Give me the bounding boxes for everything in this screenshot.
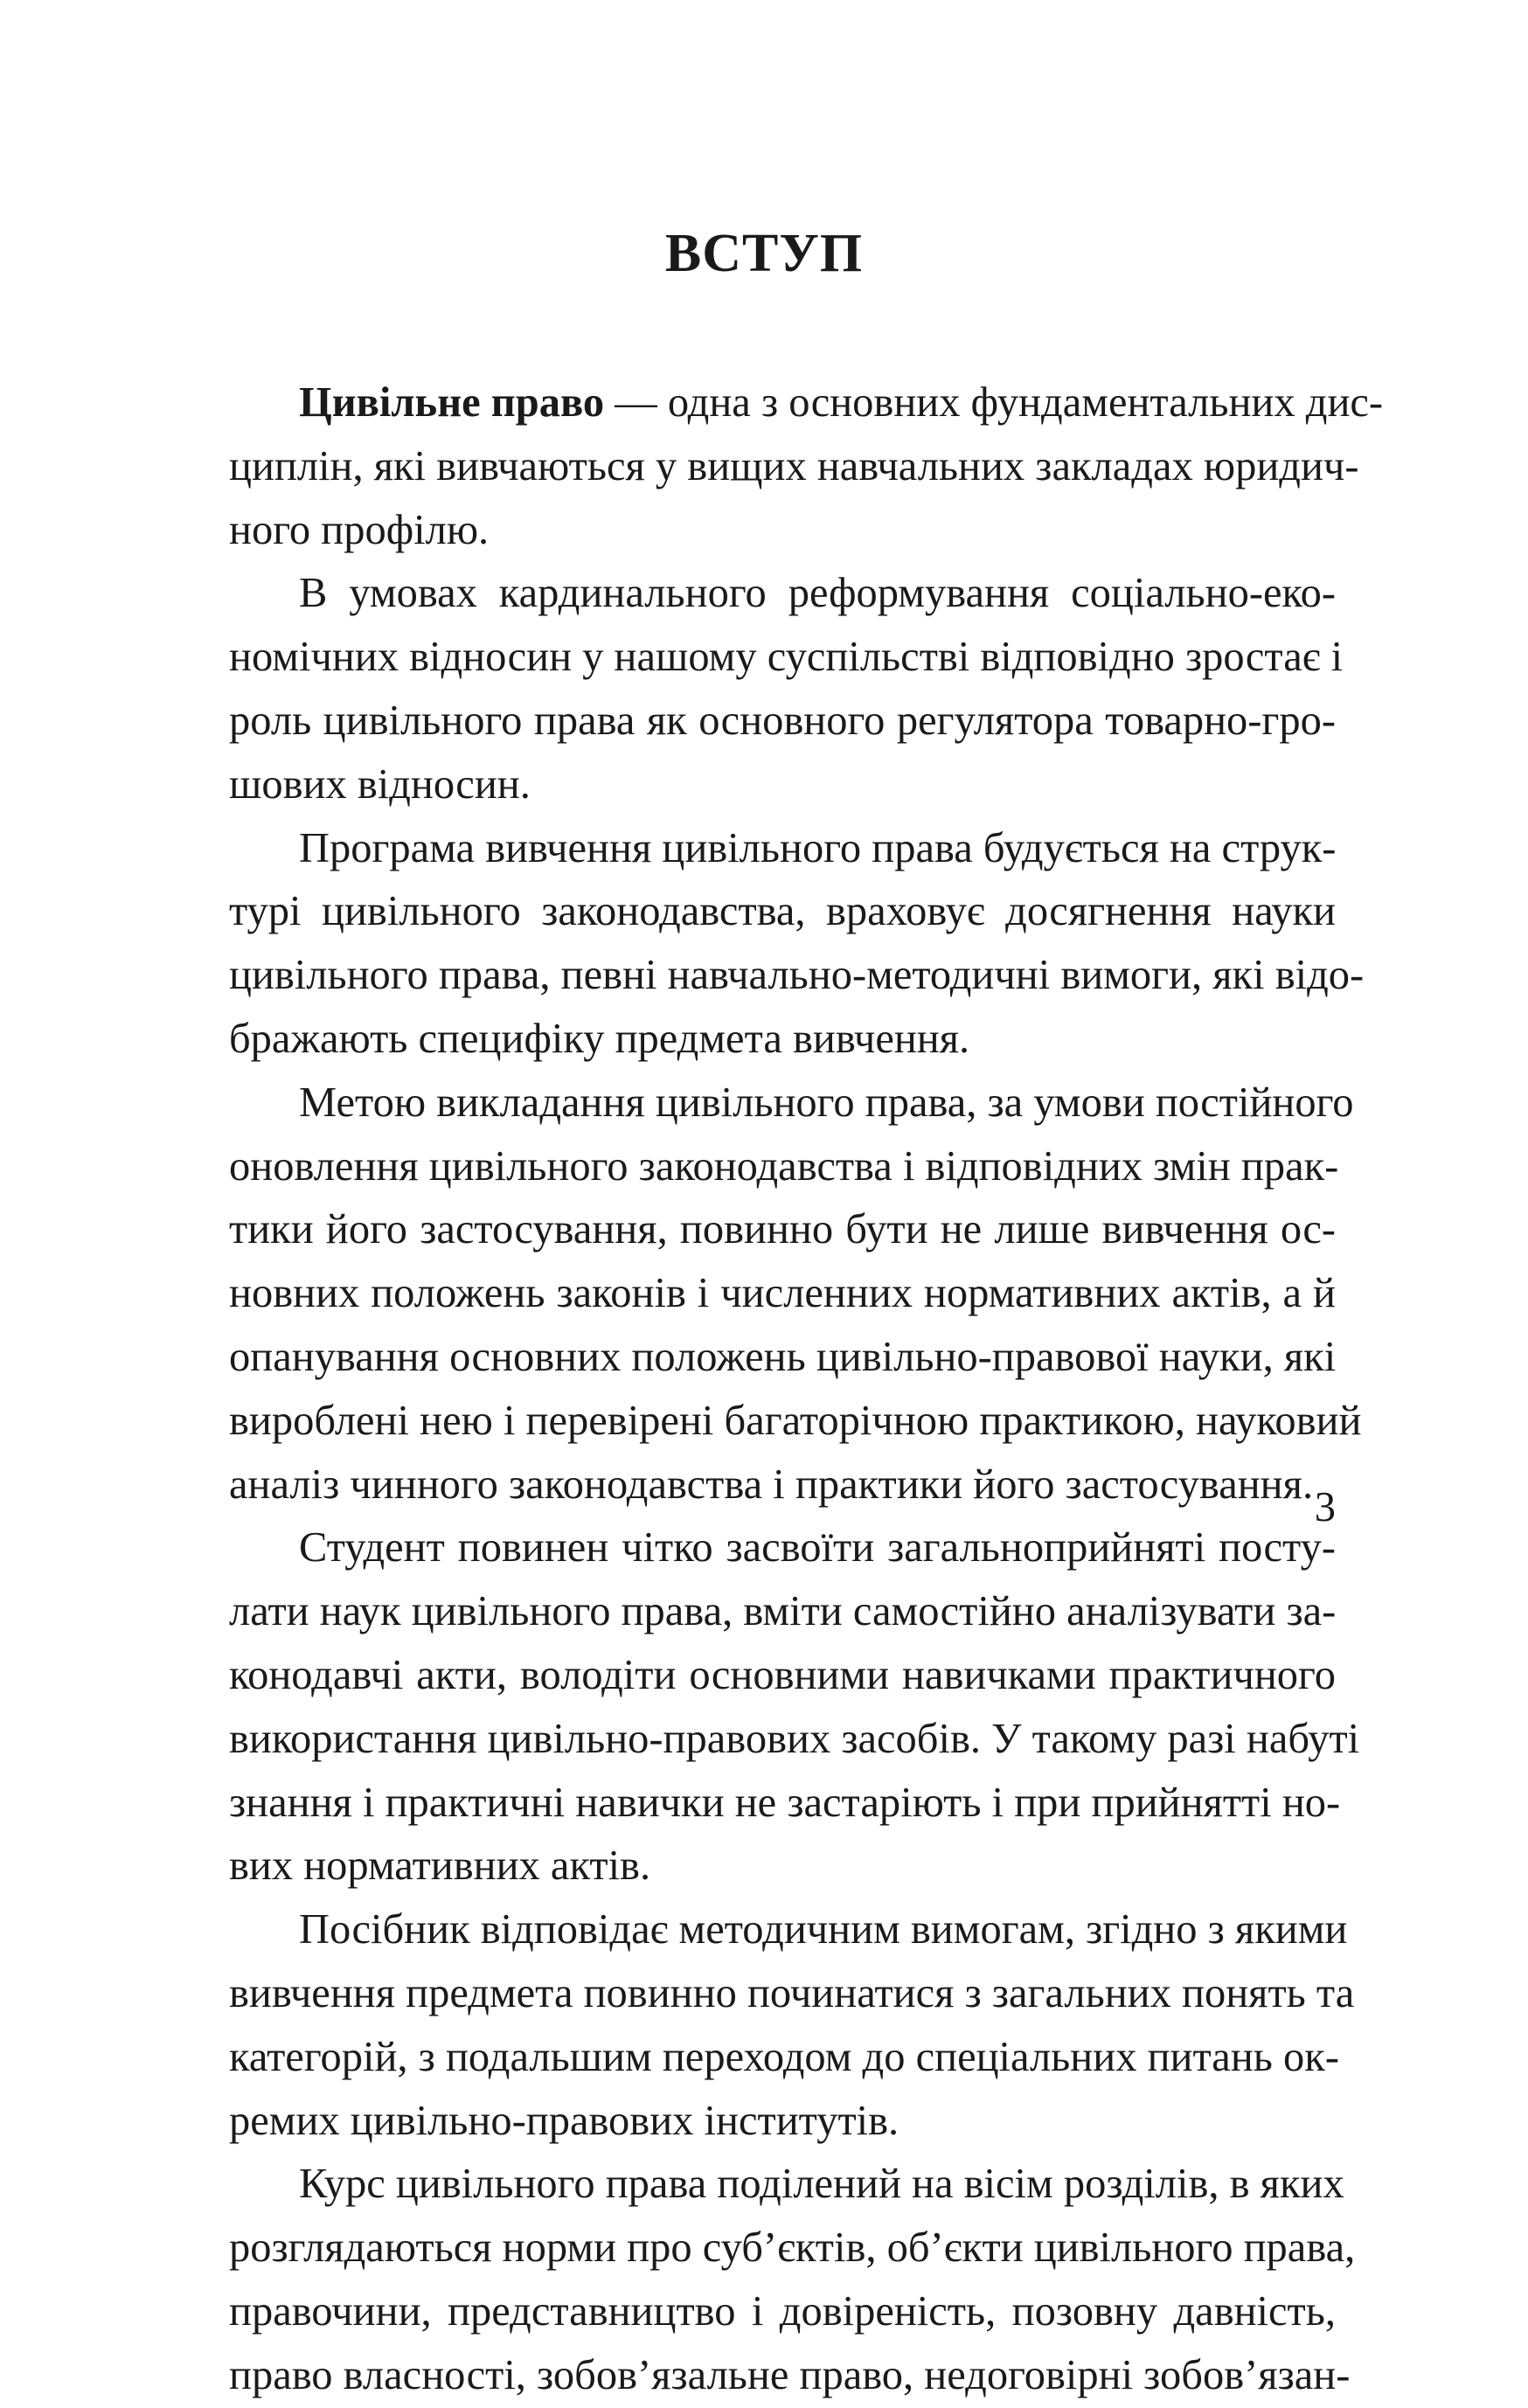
paragraph-line: Студент повинен чітко засвоїти загальноприйняті посту- — [299, 1524, 1336, 1572]
paragraph-line: ного профілю. — [229, 506, 490, 553]
paragraph-line: Курс цивільного права поділений на вісім розділів, в яких — [299, 2161, 1344, 2208]
paragraph-line: розглядаються норми про суб’єктів, об’єкти цивільного права, — [229, 2224, 1356, 2272]
paragraph-line: бражають специфіку предмета вивчення. — [229, 1015, 970, 1062]
paragraph-line: використання цивільно-правових засобів. У такому разі набуті — [229, 1715, 1360, 1762]
paragraph-line: В умовах кардинального реформування соціально-еко- — [299, 570, 1336, 617]
body-text — [229, 371, 1384, 2408]
paragraph-line: оновлення цивільного законодавства і відповідних змін прак- — [229, 1142, 1339, 1190]
paragraph-line — [229, 371, 1384, 435]
paragraph-line: правочини, представництво і довіреність, позовну давність, — [229, 2287, 1336, 2335]
paragraph-line: циплін, які вивчаються у вищих навчальних закладах юридич- — [229, 442, 1359, 489]
paragraph-line: лати наук цивільного права, вміти самостійно аналізувати за- — [229, 1588, 1337, 1635]
paragraph-line: вивчення предмета повинно починатися з загальних понять та — [229, 1969, 1355, 2016]
paragraph-line: Посібник відповідає методичним вимогам, згідно з якими — [299, 1906, 1348, 1953]
paragraph-line: аналіз чинного законодавства і практики його застосування. — [229, 1461, 1314, 1508]
paragraph-line: конодавчі акти, володіти основними навичками практичного — [229, 1651, 1336, 1698]
page-number: 3 — [1314, 1484, 1336, 1530]
paragraph-line: Метою викладання цивільного права, за умови постійного — [299, 1079, 1354, 1126]
paragraph-line: ремих цивільно-правових інститутів. — [229, 2097, 899, 2144]
paragraph-line: Програма вивчення цивільного права будується на струк- — [299, 824, 1337, 871]
paragraph-line: цивільного права, певні навчально-методичні вимоги, які відо- — [229, 952, 1365, 999]
page-title: ВСТУП — [664, 224, 864, 283]
paragraph-line: шових відносин. — [229, 760, 531, 808]
paragraph-line: знання і практичні навички не застаріють і при прийнятті но- — [229, 1779, 1341, 1826]
paragraph-line: турі цивільного законодавства, враховує досягнення науки — [229, 888, 1336, 935]
paragraph-line: вироблені нею і перевірені багаторічною практикою, науковий — [229, 1397, 1362, 1444]
paragraph-line: тики його застосування, повинно бути не лише вивчення ос- — [229, 1206, 1336, 1253]
paragraph-line: роль цивільного права як основного регулятора товарно-гро- — [229, 697, 1336, 744]
paragraph-line: право власності, зобов’язальне право, недоговірні зобов’язан- — [229, 2351, 1351, 2398]
lead-term: Цивільне право — [299, 379, 605, 426]
paragraph-line: опанування основних положень цивільно-правової науки, які — [229, 1333, 1337, 1380]
paragraph-line: вих нормативних актів. — [229, 1842, 651, 1890]
paragraph-line: категорій, з подальшим переходом до спеціальних питань ок- — [229, 2033, 1339, 2080]
lead-line-text: — одна з основних фундаментальних дис- — [604, 379, 1384, 426]
paragraph-line: номічних відносин у нашому суспільстві відповідно зростає і — [229, 634, 1344, 681]
paragraph-line: новних положень законів і численних нормативних актів, а й — [229, 1270, 1336, 1317]
